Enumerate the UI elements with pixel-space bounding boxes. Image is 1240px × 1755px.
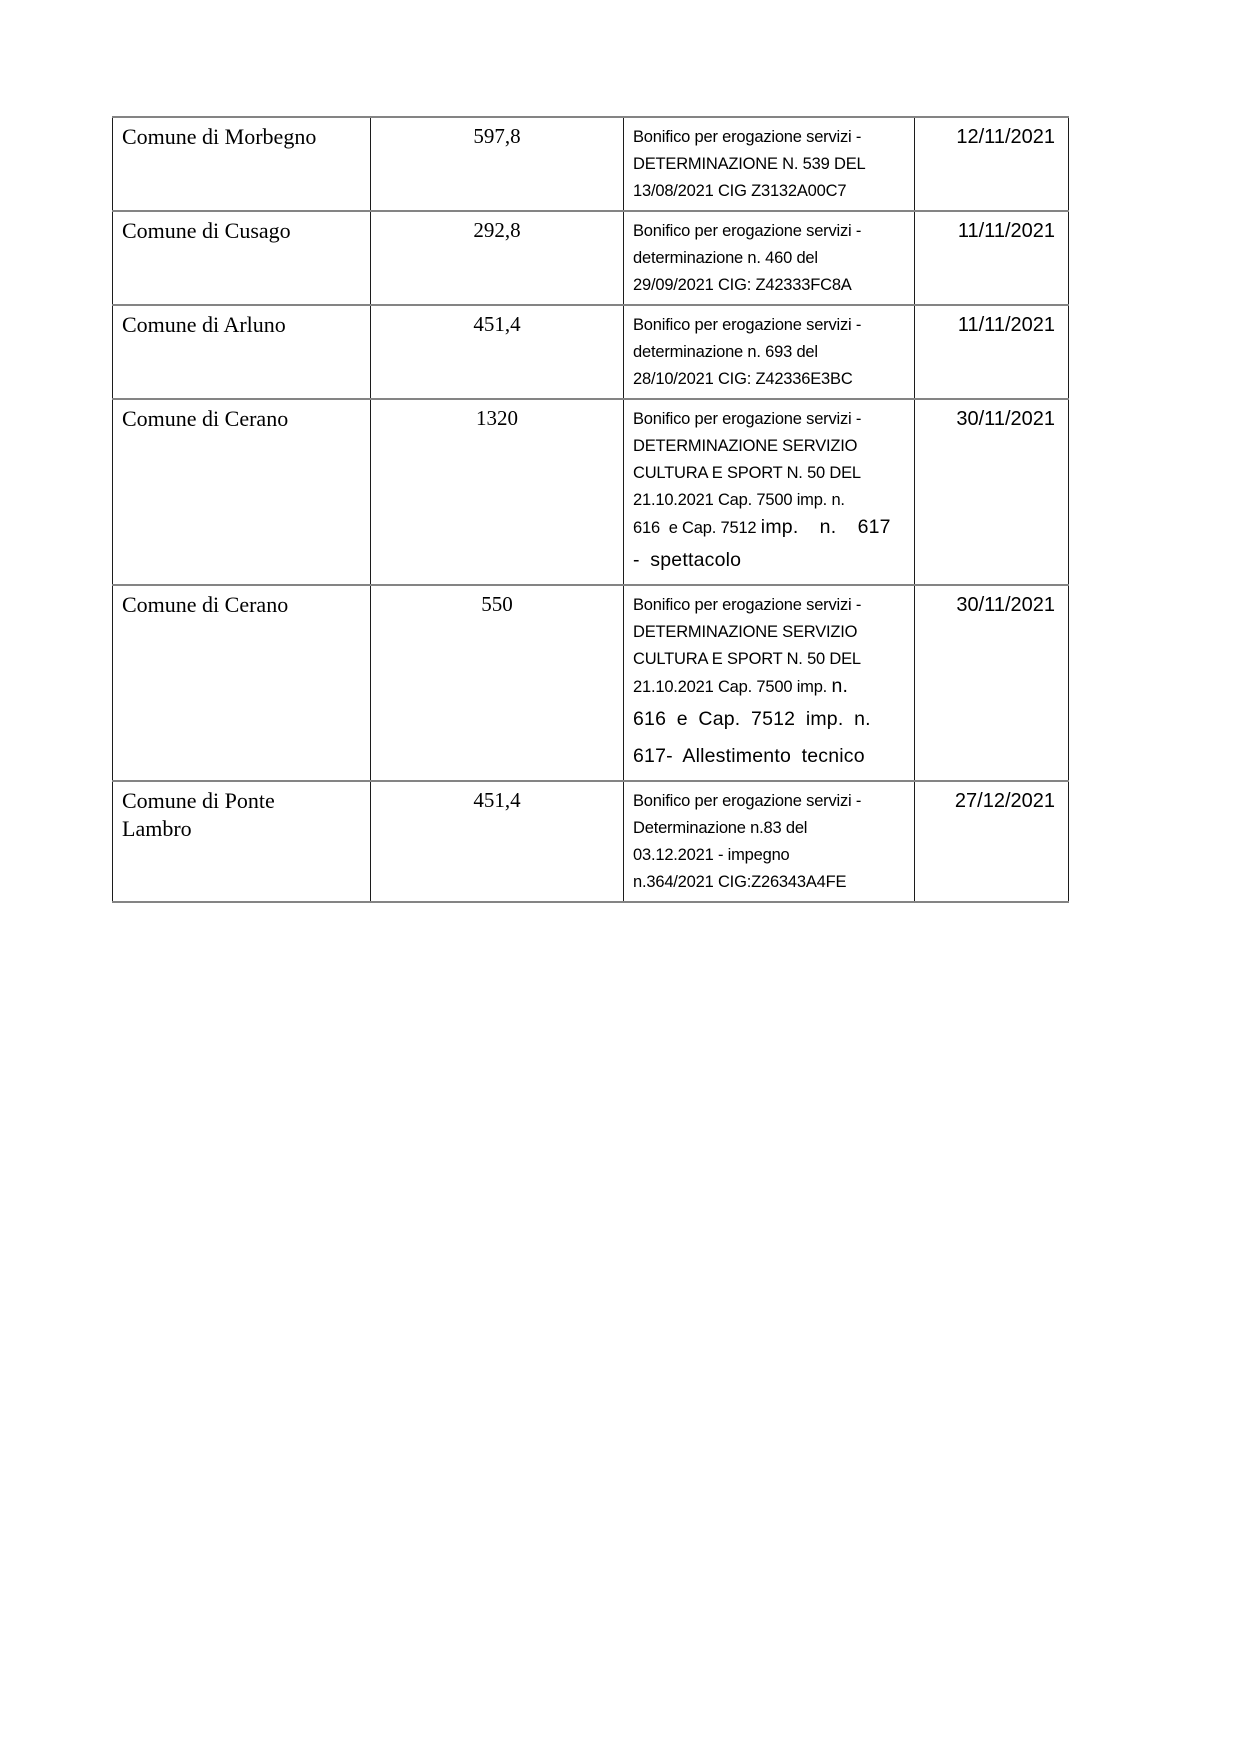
ente-text: Comune di Cerano bbox=[122, 406, 289, 431]
ente-text: Comune di Cusago bbox=[122, 218, 291, 243]
causale-line bbox=[633, 460, 908, 487]
data-pagamento-cell: 30/11/2021 bbox=[915, 585, 1069, 781]
causale-text-segment: 21.10.2021 Cap. 7500 imp. bbox=[633, 678, 832, 696]
causale-line bbox=[633, 406, 908, 433]
causale-text-segment: imp. n. 617 bbox=[760, 516, 891, 538]
causale-line bbox=[633, 178, 908, 205]
data-pagamento-cell: 11/11/2021 bbox=[915, 211, 1069, 305]
causale-cell bbox=[624, 399, 915, 585]
causale-text-segment: Bonifico per erogazione servizi - bbox=[633, 128, 862, 146]
ente-cell bbox=[113, 781, 371, 902]
causale-line bbox=[633, 312, 908, 339]
causale-text-segment: - spettacolo bbox=[633, 549, 742, 571]
causale-cell bbox=[624, 211, 915, 305]
causale-line bbox=[633, 673, 908, 701]
table-row bbox=[113, 781, 1069, 902]
causale-line bbox=[633, 619, 908, 646]
causale-line bbox=[633, 738, 908, 775]
importo-cell: 292,8 bbox=[371, 211, 624, 305]
importo-cell: 597,8 bbox=[371, 117, 624, 211]
causale-cell bbox=[624, 305, 915, 399]
causale-line bbox=[633, 433, 908, 460]
ente-cell bbox=[113, 305, 371, 399]
ente-cell bbox=[113, 399, 371, 585]
causale-text-segment: 616 e Cap. 7512 imp. n. bbox=[633, 708, 871, 730]
causale-text-segment: 21.10.2021 Cap. 7500 imp. n. bbox=[633, 491, 845, 509]
causale-line bbox=[633, 272, 908, 299]
data-pagamento-cell: 12/11/2021 bbox=[915, 117, 1069, 211]
causale-line bbox=[633, 245, 908, 272]
causale-text-segment: n. bbox=[831, 675, 849, 697]
causale-text-segment: Bonifico per erogazione servizi - bbox=[633, 596, 862, 614]
causale-line bbox=[633, 487, 908, 514]
ente-cell bbox=[113, 117, 371, 211]
importo-cell: 1320 bbox=[371, 399, 624, 585]
causale-text-segment: 13/08/2021 CIG Z3132A00C7 bbox=[633, 182, 847, 200]
causale-text-segment: Determinazione n.83 del bbox=[633, 819, 808, 837]
causale-text-segment: DETERMINAZIONE SERVIZIO bbox=[633, 437, 858, 455]
data-pagamento-cell: 11/11/2021 bbox=[915, 305, 1069, 399]
importo-cell: 451,4 bbox=[371, 781, 624, 902]
table-row bbox=[113, 117, 1069, 211]
table-row bbox=[113, 211, 1069, 305]
causale-line bbox=[633, 339, 908, 366]
causale-text-segment: DETERMINAZIONE SERVIZIO bbox=[633, 623, 858, 641]
causale-cell bbox=[624, 781, 915, 902]
causale-text-segment: Bonifico per erogazione servizi - bbox=[633, 792, 862, 810]
causale-text-segment: 617- Allestimento tecnico bbox=[633, 745, 865, 767]
data-pagamento-cell: 30/11/2021 bbox=[915, 399, 1069, 585]
causale-line bbox=[633, 218, 908, 245]
data-pagamento-cell: 27/12/2021 bbox=[915, 781, 1069, 902]
importo-cell: 550 bbox=[371, 585, 624, 781]
ente-text: Comune di Ponte Lambro bbox=[122, 788, 275, 841]
causale-line bbox=[633, 124, 908, 151]
causale-line bbox=[633, 788, 908, 815]
ente-text: Comune di Arluno bbox=[122, 312, 286, 337]
causale-text-segment: 03.12.2021 - impegno bbox=[633, 846, 790, 864]
ente-text: Comune di Morbegno bbox=[122, 124, 317, 149]
causale-text-segment: n.364/2021 CIG:Z26343A4FE bbox=[633, 873, 847, 891]
table-row bbox=[113, 399, 1069, 585]
table-row bbox=[113, 305, 1069, 399]
causale-cell bbox=[624, 585, 915, 781]
causale-text-segment: Bonifico per erogazione servizi - bbox=[633, 410, 862, 428]
causale-line bbox=[633, 514, 908, 542]
causale-text-segment: Bonifico per erogazione servizi - bbox=[633, 222, 862, 240]
causale-text-segment: CULTURA E SPORT N. 50 DEL bbox=[633, 464, 861, 482]
causale-text-segment: 28/10/2021 CIG: Z42336E3BC bbox=[633, 370, 853, 388]
causale-cell bbox=[624, 117, 915, 211]
importo-cell: 451,4 bbox=[371, 305, 624, 399]
causale-text-segment: DETERMINAZIONE N. 539 DEL bbox=[633, 155, 866, 173]
causale-text-segment: CULTURA E SPORT N. 50 DEL bbox=[633, 650, 861, 668]
causale-line bbox=[633, 842, 908, 869]
causale-text-segment: 616 e Cap. 7512 bbox=[633, 519, 761, 537]
causale-line bbox=[633, 869, 908, 896]
causale-line bbox=[633, 701, 908, 738]
ente-cell bbox=[113, 211, 371, 305]
causale-line bbox=[633, 151, 908, 178]
causale-text-segment: determinazione n. 693 del bbox=[633, 343, 818, 361]
causale-text-segment: 29/09/2021 CIG: Z42333FC8A bbox=[633, 276, 852, 294]
table-row bbox=[113, 585, 1069, 781]
causale-line bbox=[633, 592, 908, 619]
causale-line bbox=[633, 646, 908, 673]
ente-text: Comune di Cerano bbox=[122, 592, 289, 617]
causale-line bbox=[633, 815, 908, 842]
causale-text-segment: determinazione n. 460 del bbox=[633, 249, 818, 267]
causale-line bbox=[633, 542, 908, 579]
ente-cell bbox=[113, 585, 371, 781]
causale-text-segment: Bonifico per erogazione servizi - bbox=[633, 316, 862, 334]
causale-line bbox=[633, 366, 908, 393]
payments-table bbox=[112, 116, 1069, 903]
